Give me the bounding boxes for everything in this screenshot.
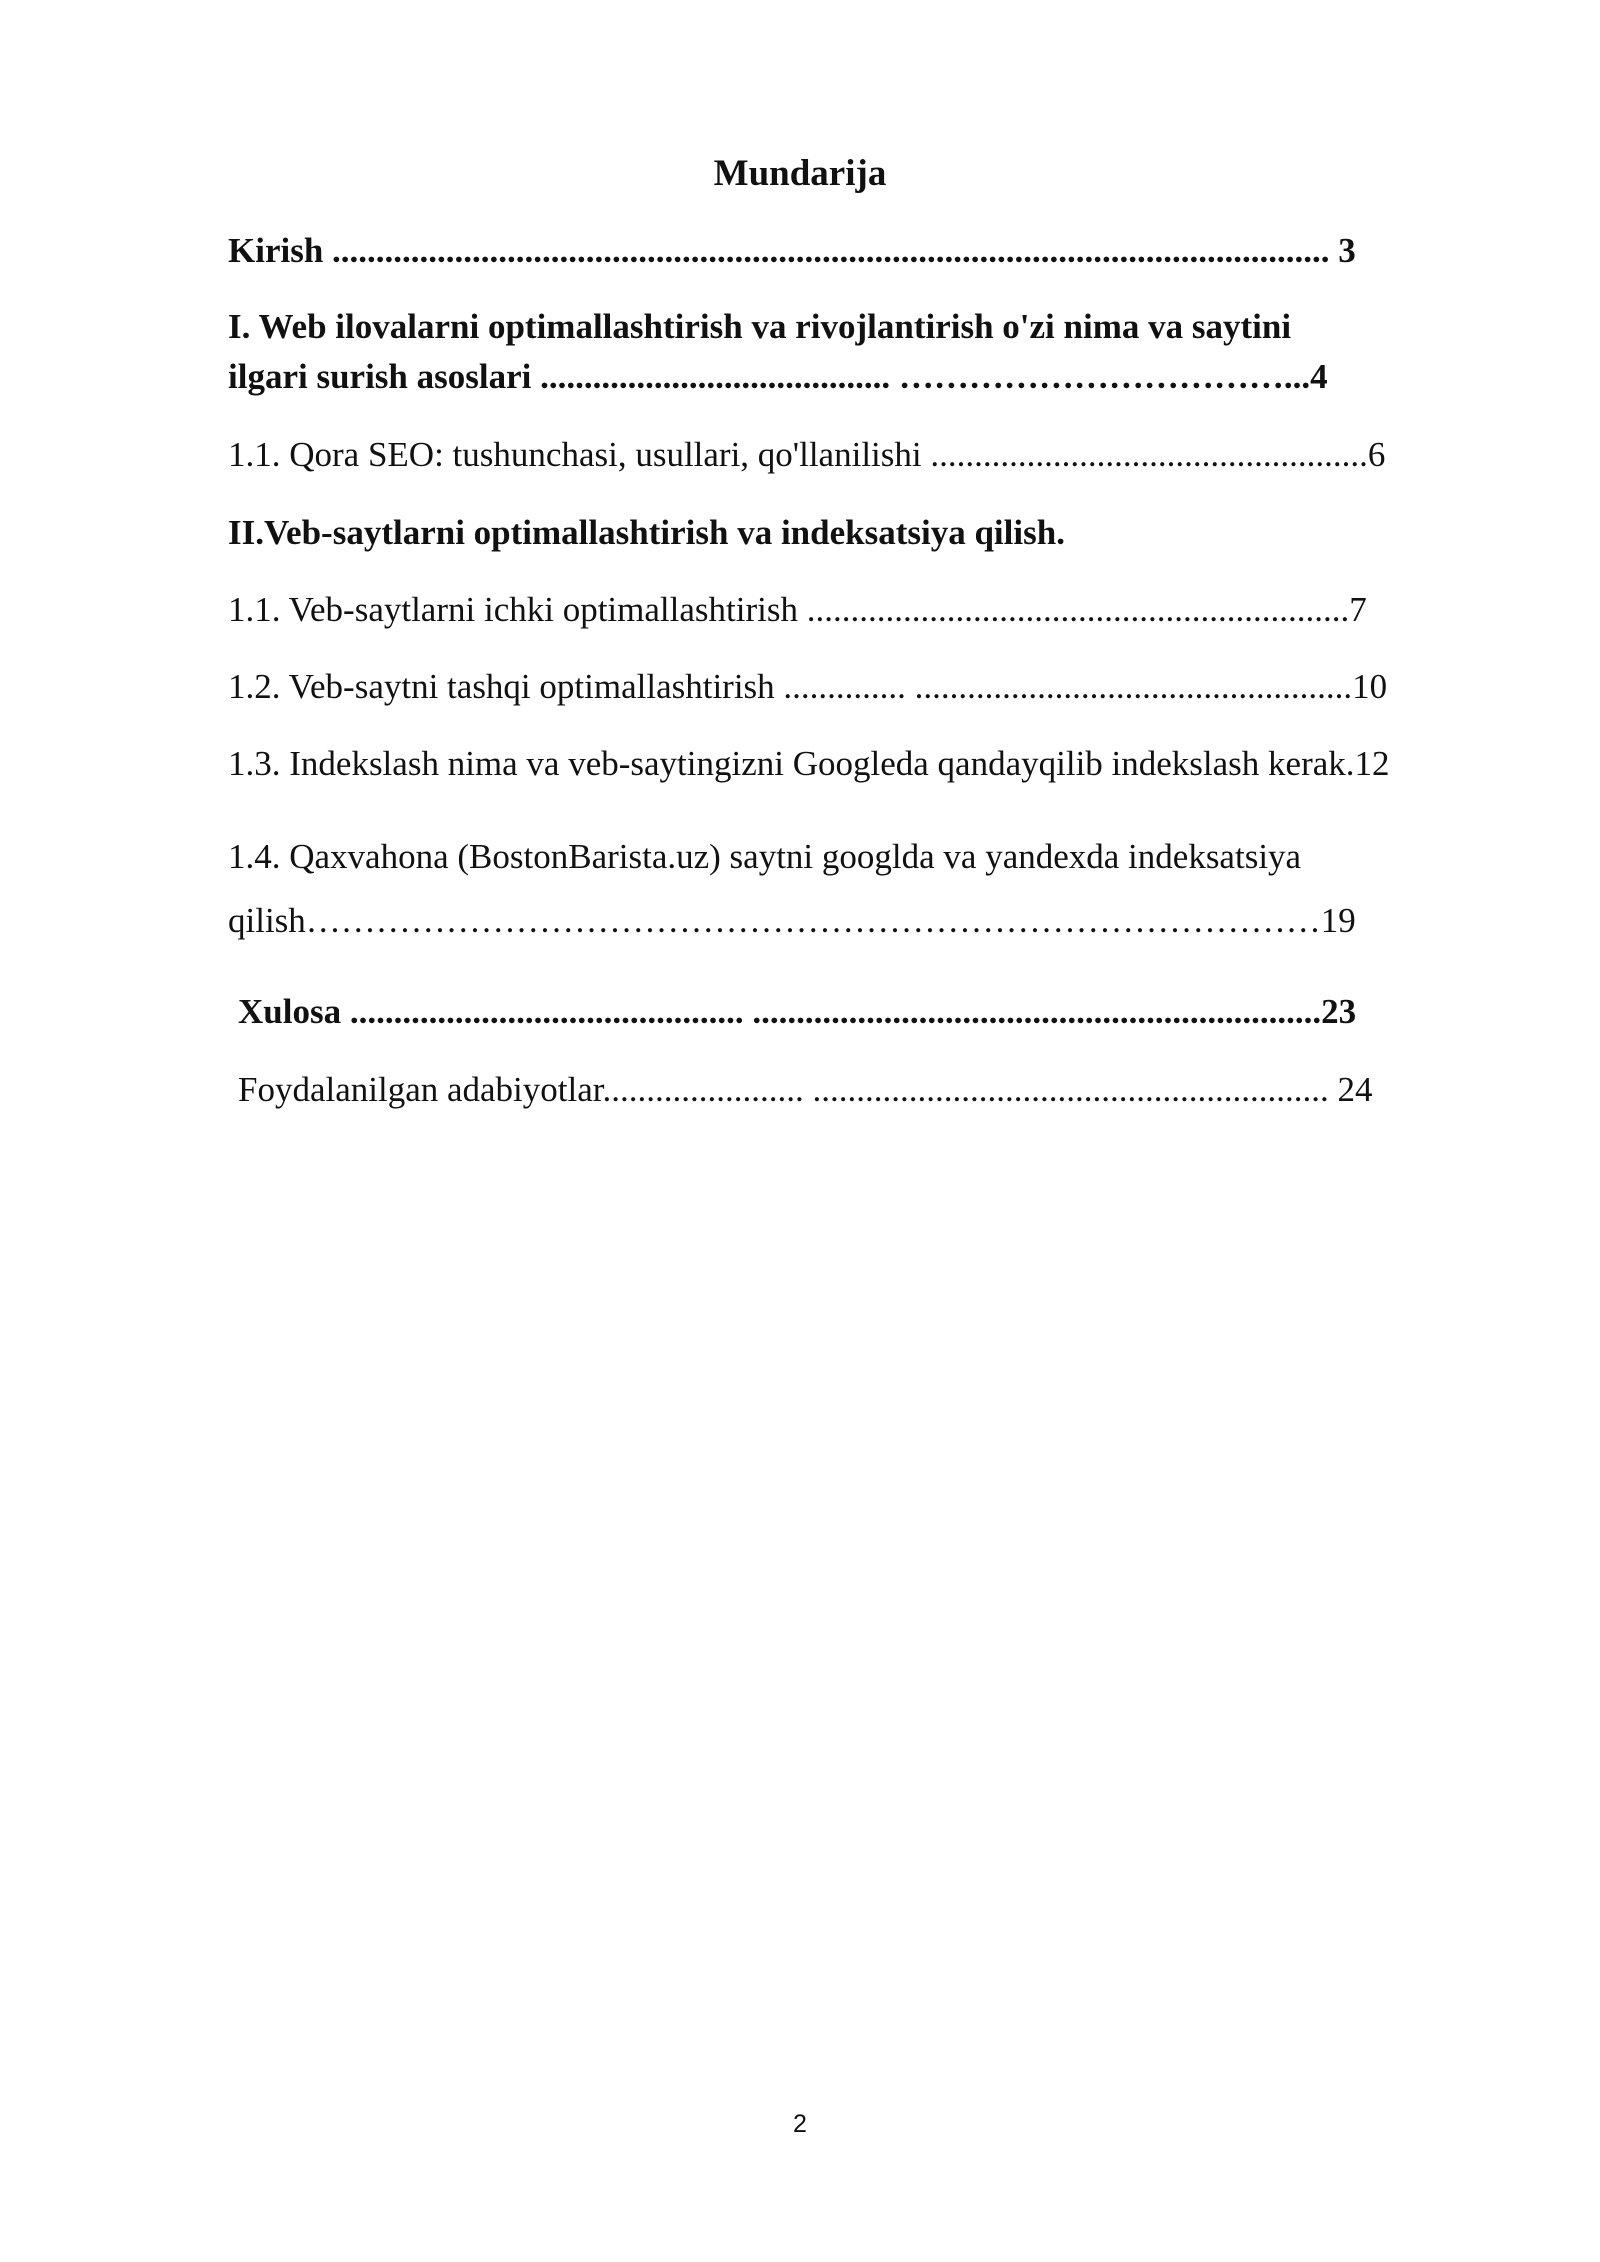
toc-entry-kirish: Kirish .................................................................................................................. 3	[228, 231, 1356, 270]
toc-entry-1-4-qaxvahona-line2: qilish……………………………………………………………………………19	[228, 901, 1356, 940]
toc-entry-1-1-ichki: 1.1. Veb-saytlarni ichki optimallashtirish ..............................................................7	[228, 590, 1367, 629]
toc-section-1-title-line2: ilgari surish asoslari ........................................ ……………………………...4	[228, 357, 1328, 396]
toc-title: Mundarija	[713, 153, 887, 194]
toc-entry-xulosa: Xulosa ............................................. .................................................................23	[238, 992, 1357, 1031]
toc-entry-1-1-qora-seo: 1.1. Qora SEO: tushunchasi, usullari, qo'llanilishi ..................................................6	[228, 435, 1386, 474]
toc-entry-1-2-tashqi: 1.2. Veb-saytni tashqi optimallashtirish .............. ..................................................10	[228, 667, 1388, 706]
toc-entry-1-3-indekslash: 1.3. Indekslash nima va veb-saytingizni Googleda qandayqilib indekslash kerak.12	[228, 744, 1390, 783]
toc-entry-adabiyotlar: Foydalanilgan adabiyotlar....................... ........................................................... 24	[238, 1070, 1373, 1109]
page-number: 2	[793, 2110, 807, 2138]
toc-section-1-title-line1: I. Web ilovalarni optimallashtirish va rivojlantirish o'zi nima va saytini	[228, 307, 1292, 346]
toc-section-2-title: II.Veb-saytlarni optimallashtirish va indeksatsiya qilish.	[228, 513, 1065, 552]
toc-entry-1-4-qaxvahona-line1: 1.4. Qaxvahona (BostonBarista.uz) saytni googlda va yandexda indeksatsiya	[228, 837, 1302, 876]
